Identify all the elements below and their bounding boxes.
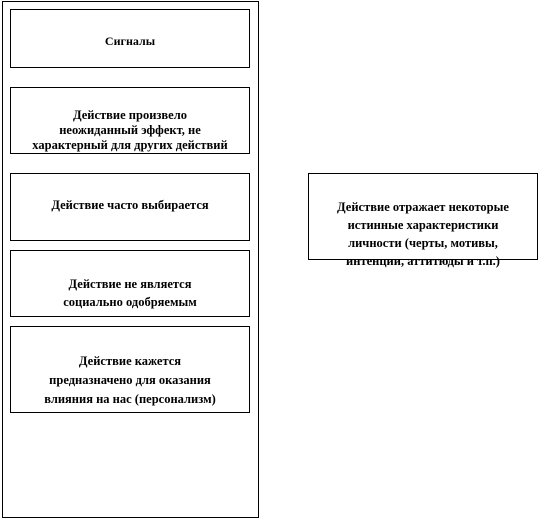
signal-box-personalism	[10, 326, 250, 413]
signal-text-personalism: Действие кажется предназначено для оказания влияния на нас (персонализм)	[44, 354, 216, 406]
signal-box-often-chosen	[10, 173, 250, 241]
signal-text-unexpected-effect: Действие произвело неожиданный эффект, не характерный для других действий	[32, 108, 228, 152]
signal-box-unexpected-effect	[10, 87, 250, 154]
conclusion-box-personality-traits	[308, 173, 538, 268]
signal-text-not-socially-approved: Действие не является социально одобряемым	[63, 277, 197, 309]
signal-text-often-chosen: Действие часто выбирается	[51, 198, 209, 212]
signals-header-text: Сигналы	[104, 34, 156, 48]
signal-box-not-socially-approved	[10, 250, 250, 317]
signals-header-box	[10, 9, 250, 68]
conclusion-text-personality-traits: Действие отражает некоторые истинные характеристики личности (черты, мотивы, интенции, аттитюды и т.п.)	[337, 200, 509, 268]
